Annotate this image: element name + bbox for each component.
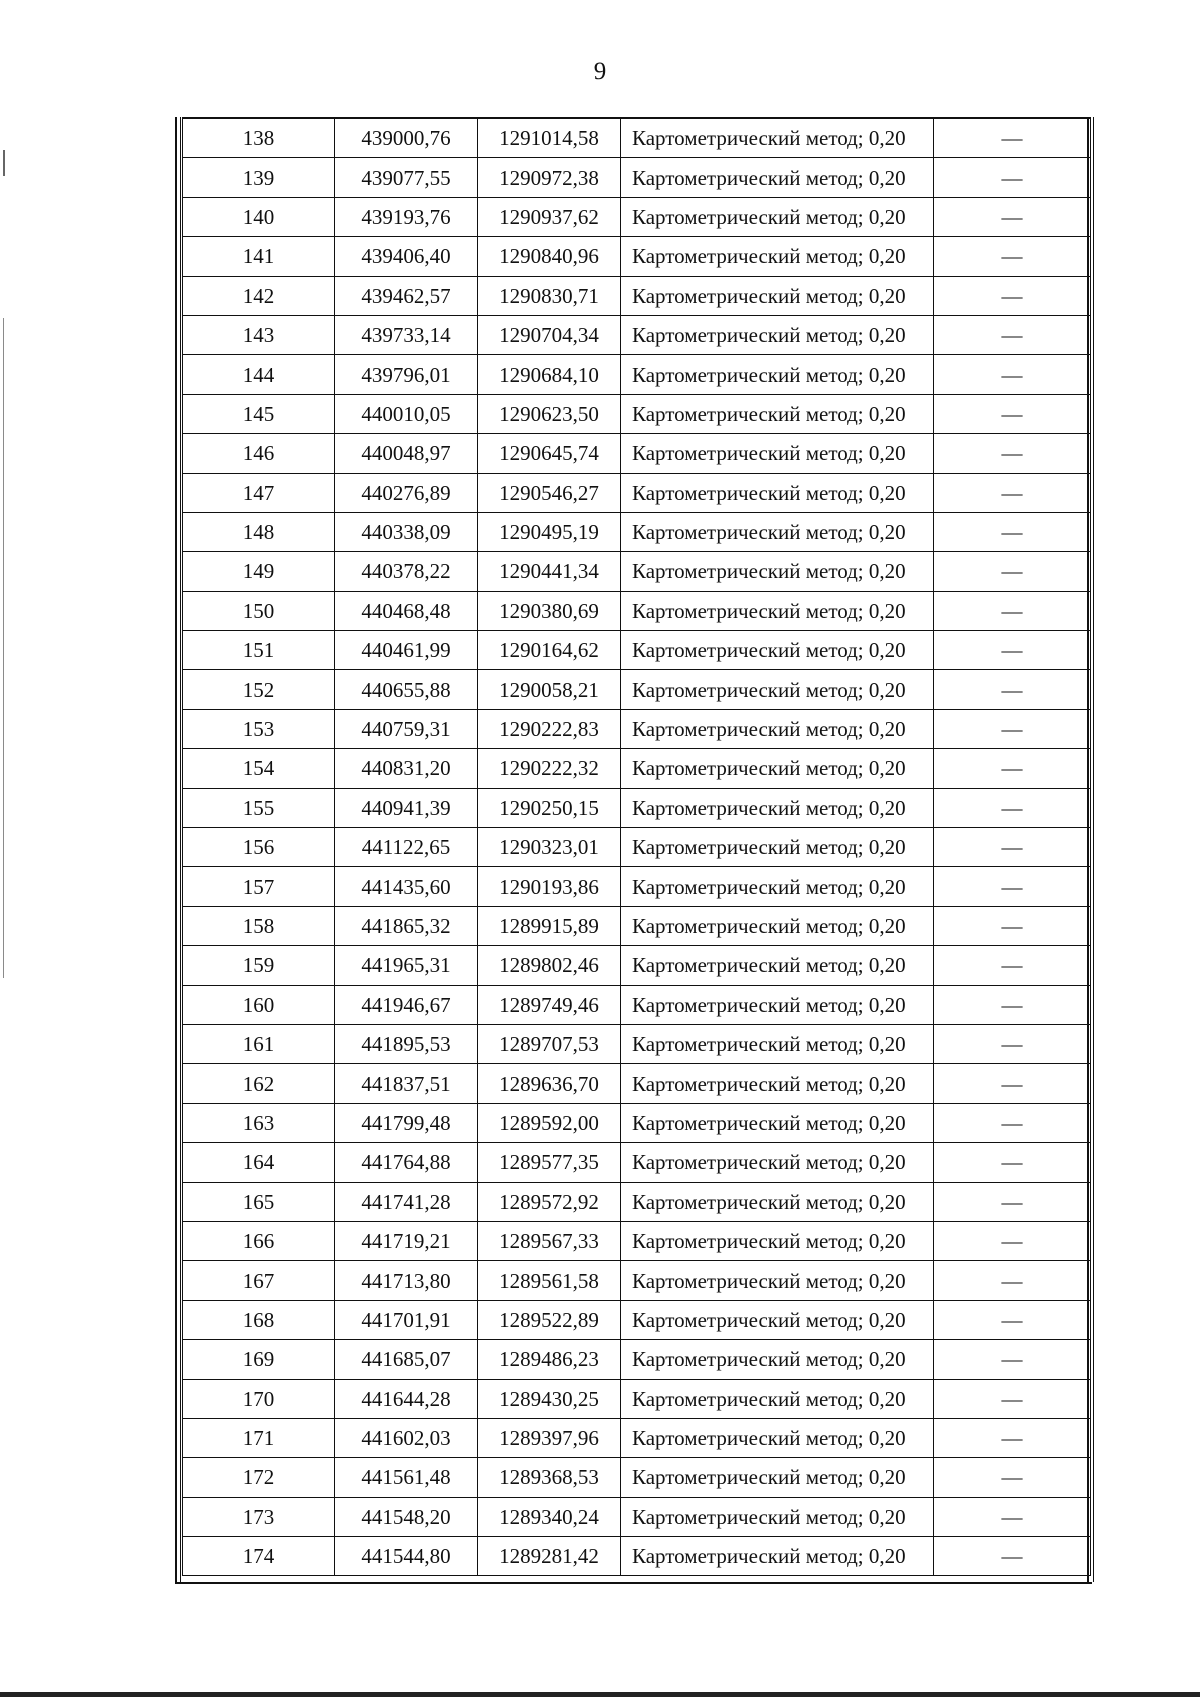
- table-row: [183, 867, 1091, 906]
- x-coordinate-cell: 439733,14: [335, 315, 478, 354]
- table-row: [183, 1379, 1091, 1418]
- table-row: [183, 788, 1091, 827]
- y-coordinate-cell: 1290840,96: [478, 237, 621, 276]
- table-row: [183, 1064, 1091, 1103]
- table-row: [183, 118, 1091, 158]
- table-row: [183, 552, 1091, 591]
- x-coordinate-cell: 441946,67: [335, 985, 478, 1024]
- point-number-cell: 143: [183, 315, 335, 354]
- point-number-cell: 147: [183, 473, 335, 512]
- scan-margin-mark: [3, 150, 5, 176]
- x-coordinate-cell: 440378,22: [335, 552, 478, 591]
- point-number-cell: 142: [183, 276, 335, 315]
- table-row: [183, 473, 1091, 512]
- x-coordinate-cell: 440468,48: [335, 591, 478, 630]
- method-accuracy-cell: Картометрический метод; 0,20: [621, 946, 934, 985]
- method-accuracy-cell: Картометрический метод; 0,20: [621, 1418, 934, 1457]
- y-coordinate-cell: 1290222,83: [478, 709, 621, 748]
- note-cell: —: [934, 197, 1091, 236]
- point-number-cell: 161: [183, 1024, 335, 1063]
- note-cell: —: [934, 1379, 1091, 1418]
- method-accuracy-cell: Картометрический метод; 0,20: [621, 1340, 934, 1379]
- table-row: [183, 1261, 1091, 1300]
- point-number-cell: 141: [183, 237, 335, 276]
- point-number-cell: 174: [183, 1537, 335, 1576]
- point-number-cell: 155: [183, 788, 335, 827]
- y-coordinate-cell: 1290441,34: [478, 552, 621, 591]
- x-coordinate-cell: 440759,31: [335, 709, 478, 748]
- note-cell: —: [934, 867, 1091, 906]
- point-number-cell: 149: [183, 552, 335, 591]
- table-row: [183, 946, 1091, 985]
- method-accuracy-cell: Картометрический метод; 0,20: [621, 1458, 934, 1497]
- point-number-cell: 163: [183, 1103, 335, 1142]
- method-accuracy-cell: Картометрический метод; 0,20: [621, 670, 934, 709]
- method-accuracy-cell: Картометрический метод; 0,20: [621, 985, 934, 1024]
- page-number: 9: [593, 58, 607, 85]
- y-coordinate-cell: 1289397,96: [478, 1418, 621, 1457]
- y-coordinate-cell: 1290684,10: [478, 355, 621, 394]
- point-number-cell: 162: [183, 1064, 335, 1103]
- y-coordinate-cell: 1289368,53: [478, 1458, 621, 1497]
- y-coordinate-cell: 1289522,89: [478, 1300, 621, 1339]
- y-coordinate-cell: 1290645,74: [478, 434, 621, 473]
- method-accuracy-cell: Картометрический метод; 0,20: [621, 394, 934, 433]
- y-coordinate-cell: 1290250,15: [478, 788, 621, 827]
- note-cell: —: [934, 276, 1091, 315]
- y-coordinate-cell: 1289486,23: [478, 1340, 621, 1379]
- table-row: [183, 1103, 1091, 1142]
- method-accuracy-cell: Картометрический метод; 0,20: [621, 1064, 934, 1103]
- scan-bottom-edge: [0, 1692, 1200, 1697]
- note-cell: —: [934, 591, 1091, 630]
- y-coordinate-cell: 1289592,00: [478, 1103, 621, 1142]
- point-number-cell: 164: [183, 1143, 335, 1182]
- point-number-cell: 152: [183, 670, 335, 709]
- note-cell: —: [934, 1143, 1091, 1182]
- table-row: [183, 1182, 1091, 1221]
- point-number-cell: 146: [183, 434, 335, 473]
- y-coordinate-cell: 1290937,62: [478, 197, 621, 236]
- table-row: [183, 237, 1091, 276]
- y-coordinate-cell: 1289572,92: [478, 1182, 621, 1221]
- x-coordinate-cell: 440831,20: [335, 749, 478, 788]
- x-coordinate-cell: 441602,03: [335, 1418, 478, 1457]
- x-coordinate-cell: 441713,80: [335, 1261, 478, 1300]
- table-row: [183, 355, 1091, 394]
- note-cell: —: [934, 631, 1091, 670]
- note-cell: —: [934, 985, 1091, 1024]
- point-number-cell: 148: [183, 512, 335, 551]
- method-accuracy-cell: Картометрический метод; 0,20: [621, 749, 934, 788]
- table-row: [183, 670, 1091, 709]
- method-accuracy-cell: Картометрический метод; 0,20: [621, 355, 934, 394]
- table-row: [183, 434, 1091, 473]
- point-number-cell: 171: [183, 1418, 335, 1457]
- x-coordinate-cell: 441895,53: [335, 1024, 478, 1063]
- x-coordinate-cell: 440010,05: [335, 394, 478, 433]
- method-accuracy-cell: Картометрический метод; 0,20: [621, 1221, 934, 1260]
- table-row: [183, 631, 1091, 670]
- note-cell: —: [934, 1103, 1091, 1142]
- point-number-cell: 158: [183, 906, 335, 945]
- table-row: [183, 1143, 1091, 1182]
- y-coordinate-cell: 1290495,19: [478, 512, 621, 551]
- table-row: [183, 158, 1091, 197]
- method-accuracy-cell: Картометрический метод; 0,20: [621, 906, 934, 945]
- x-coordinate-cell: 441799,48: [335, 1103, 478, 1142]
- y-coordinate-cell: 1289430,25: [478, 1379, 621, 1418]
- x-coordinate-cell: 439796,01: [335, 355, 478, 394]
- x-coordinate-cell: 441122,65: [335, 828, 478, 867]
- method-accuracy-cell: Картометрический метод; 0,20: [621, 1103, 934, 1142]
- method-accuracy-cell: Картометрический метод; 0,20: [621, 1143, 934, 1182]
- table-row: [183, 276, 1091, 315]
- note-cell: —: [934, 434, 1091, 473]
- point-number-cell: 169: [183, 1340, 335, 1379]
- x-coordinate-cell: 439462,57: [335, 276, 478, 315]
- note-cell: —: [934, 355, 1091, 394]
- y-coordinate-cell: 1289636,70: [478, 1064, 621, 1103]
- x-coordinate-cell: 441544,80: [335, 1537, 478, 1576]
- note-cell: —: [934, 158, 1091, 197]
- x-coordinate-cell: 441644,28: [335, 1379, 478, 1418]
- table-row: [183, 828, 1091, 867]
- method-accuracy-cell: Картометрический метод; 0,20: [621, 434, 934, 473]
- y-coordinate-cell: 1289915,89: [478, 906, 621, 945]
- point-number-cell: 151: [183, 631, 335, 670]
- coordinates-table: [182, 117, 1091, 1576]
- x-coordinate-cell: 439077,55: [335, 158, 478, 197]
- x-coordinate-cell: 441865,32: [335, 906, 478, 945]
- note-cell: —: [934, 1537, 1091, 1576]
- x-coordinate-cell: 439000,76: [335, 118, 478, 158]
- note-cell: —: [934, 709, 1091, 748]
- note-cell: —: [934, 1024, 1091, 1063]
- method-accuracy-cell: Картометрический метод; 0,20: [621, 1024, 934, 1063]
- note-cell: —: [934, 473, 1091, 512]
- x-coordinate-cell: 440048,97: [335, 434, 478, 473]
- table-row: [183, 1418, 1091, 1457]
- x-coordinate-cell: 440338,09: [335, 512, 478, 551]
- note-cell: —: [934, 670, 1091, 709]
- x-coordinate-cell: 440276,89: [335, 473, 478, 512]
- table-row: [183, 1458, 1091, 1497]
- x-coordinate-cell: 441719,21: [335, 1221, 478, 1260]
- method-accuracy-cell: Картометрический метод; 0,20: [621, 1182, 934, 1221]
- table-row: [183, 1221, 1091, 1260]
- table-row: [183, 985, 1091, 1024]
- note-cell: —: [934, 1458, 1091, 1497]
- y-coordinate-cell: 1290972,38: [478, 158, 621, 197]
- note-cell: —: [934, 315, 1091, 354]
- point-number-cell: 139: [183, 158, 335, 197]
- method-accuracy-cell: Картометрический метод; 0,20: [621, 867, 934, 906]
- y-coordinate-cell: 1290380,69: [478, 591, 621, 630]
- method-accuracy-cell: Картометрический метод; 0,20: [621, 512, 934, 551]
- table-row: [183, 512, 1091, 551]
- method-accuracy-cell: Картометрический метод; 0,20: [621, 118, 934, 158]
- note-cell: —: [934, 1497, 1091, 1536]
- y-coordinate-cell: 1290546,27: [478, 473, 621, 512]
- point-number-cell: 145: [183, 394, 335, 433]
- point-number-cell: 156: [183, 828, 335, 867]
- y-coordinate-cell: 1290222,32: [478, 749, 621, 788]
- note-cell: —: [934, 1064, 1091, 1103]
- method-accuracy-cell: Картометрический метод; 0,20: [621, 197, 934, 236]
- note-cell: —: [934, 1182, 1091, 1221]
- y-coordinate-cell: 1290193,86: [478, 867, 621, 906]
- table-row: [183, 394, 1091, 433]
- point-number-cell: 154: [183, 749, 335, 788]
- point-number-cell: 144: [183, 355, 335, 394]
- x-coordinate-cell: 439406,40: [335, 237, 478, 276]
- table-row: [183, 591, 1091, 630]
- x-coordinate-cell: 441561,48: [335, 1458, 478, 1497]
- table-row: [183, 1300, 1091, 1339]
- method-accuracy-cell: Картометрический метод; 0,20: [621, 631, 934, 670]
- point-number-cell: 168: [183, 1300, 335, 1339]
- method-accuracy-cell: Картометрический метод; 0,20: [621, 1300, 934, 1339]
- y-coordinate-cell: 1289802,46: [478, 946, 621, 985]
- x-coordinate-cell: 441548,20: [335, 1497, 478, 1536]
- point-number-cell: 167: [183, 1261, 335, 1300]
- x-coordinate-cell: 439193,76: [335, 197, 478, 236]
- method-accuracy-cell: Картометрический метод; 0,20: [621, 237, 934, 276]
- note-cell: —: [934, 946, 1091, 985]
- y-coordinate-cell: 1289561,58: [478, 1261, 621, 1300]
- method-accuracy-cell: Картометрический метод; 0,20: [621, 788, 934, 827]
- y-coordinate-cell: 1290058,21: [478, 670, 621, 709]
- method-accuracy-cell: Картометрический метод; 0,20: [621, 473, 934, 512]
- y-coordinate-cell: 1289340,24: [478, 1497, 621, 1536]
- method-accuracy-cell: Картометрический метод; 0,20: [621, 828, 934, 867]
- table-row: [183, 709, 1091, 748]
- note-cell: —: [934, 237, 1091, 276]
- note-cell: —: [934, 1340, 1091, 1379]
- method-accuracy-cell: Картометрический метод; 0,20: [621, 158, 934, 197]
- note-cell: —: [934, 828, 1091, 867]
- y-coordinate-cell: 1289577,35: [478, 1143, 621, 1182]
- point-number-cell: 150: [183, 591, 335, 630]
- table-row: [183, 1024, 1091, 1063]
- x-coordinate-cell: 440941,39: [335, 788, 478, 827]
- method-accuracy-cell: Картометрический метод; 0,20: [621, 315, 934, 354]
- coordinates-table-frame: [175, 117, 1092, 1584]
- table-row: [183, 1497, 1091, 1536]
- point-number-cell: 159: [183, 946, 335, 985]
- method-accuracy-cell: Картометрический метод; 0,20: [621, 591, 934, 630]
- table-row: [183, 906, 1091, 945]
- y-coordinate-cell: 1289567,33: [478, 1221, 621, 1260]
- x-coordinate-cell: 441741,28: [335, 1182, 478, 1221]
- method-accuracy-cell: Картометрический метод; 0,20: [621, 276, 934, 315]
- y-coordinate-cell: 1289281,42: [478, 1537, 621, 1576]
- point-number-cell: 165: [183, 1182, 335, 1221]
- point-number-cell: 138: [183, 118, 335, 158]
- method-accuracy-cell: Картометрический метод; 0,20: [621, 1537, 934, 1576]
- x-coordinate-cell: 441837,51: [335, 1064, 478, 1103]
- y-coordinate-cell: 1291014,58: [478, 118, 621, 158]
- method-accuracy-cell: Картометрический метод; 0,20: [621, 1261, 934, 1300]
- point-number-cell: 160: [183, 985, 335, 1024]
- y-coordinate-cell: 1289707,53: [478, 1024, 621, 1063]
- method-accuracy-cell: Картометрический метод; 0,20: [621, 709, 934, 748]
- note-cell: —: [934, 552, 1091, 591]
- note-cell: —: [934, 512, 1091, 551]
- point-number-cell: 166: [183, 1221, 335, 1260]
- note-cell: —: [934, 1300, 1091, 1339]
- point-number-cell: 170: [183, 1379, 335, 1418]
- table-row: [183, 1537, 1091, 1576]
- y-coordinate-cell: 1290830,71: [478, 276, 621, 315]
- note-cell: —: [934, 1261, 1091, 1300]
- scan-margin-mark: [3, 318, 4, 978]
- note-cell: —: [934, 749, 1091, 788]
- x-coordinate-cell: 441701,91: [335, 1300, 478, 1339]
- y-coordinate-cell: 1290704,34: [478, 315, 621, 354]
- note-cell: —: [934, 1221, 1091, 1260]
- table-row: [183, 197, 1091, 236]
- x-coordinate-cell: 441764,88: [335, 1143, 478, 1182]
- note-cell: —: [934, 788, 1091, 827]
- table-row: [183, 1340, 1091, 1379]
- method-accuracy-cell: Картометрический метод; 0,20: [621, 552, 934, 591]
- x-coordinate-cell: 441965,31: [335, 946, 478, 985]
- x-coordinate-cell: 440461,99: [335, 631, 478, 670]
- note-cell: —: [934, 1418, 1091, 1457]
- point-number-cell: 172: [183, 1458, 335, 1497]
- method-accuracy-cell: Картометрический метод; 0,20: [621, 1379, 934, 1418]
- y-coordinate-cell: 1290623,50: [478, 394, 621, 433]
- table-body: [183, 118, 1091, 1576]
- x-coordinate-cell: 441435,60: [335, 867, 478, 906]
- note-cell: —: [934, 394, 1091, 433]
- point-number-cell: 173: [183, 1497, 335, 1536]
- y-coordinate-cell: 1290164,62: [478, 631, 621, 670]
- y-coordinate-cell: 1289749,46: [478, 985, 621, 1024]
- table-row: [183, 315, 1091, 354]
- y-coordinate-cell: 1290323,01: [478, 828, 621, 867]
- point-number-cell: 140: [183, 197, 335, 236]
- point-number-cell: 153: [183, 709, 335, 748]
- note-cell: —: [934, 906, 1091, 945]
- point-number-cell: 157: [183, 867, 335, 906]
- x-coordinate-cell: 440655,88: [335, 670, 478, 709]
- method-accuracy-cell: Картометрический метод; 0,20: [621, 1497, 934, 1536]
- table-row: [183, 749, 1091, 788]
- x-coordinate-cell: 441685,07: [335, 1340, 478, 1379]
- note-cell: —: [934, 118, 1091, 158]
